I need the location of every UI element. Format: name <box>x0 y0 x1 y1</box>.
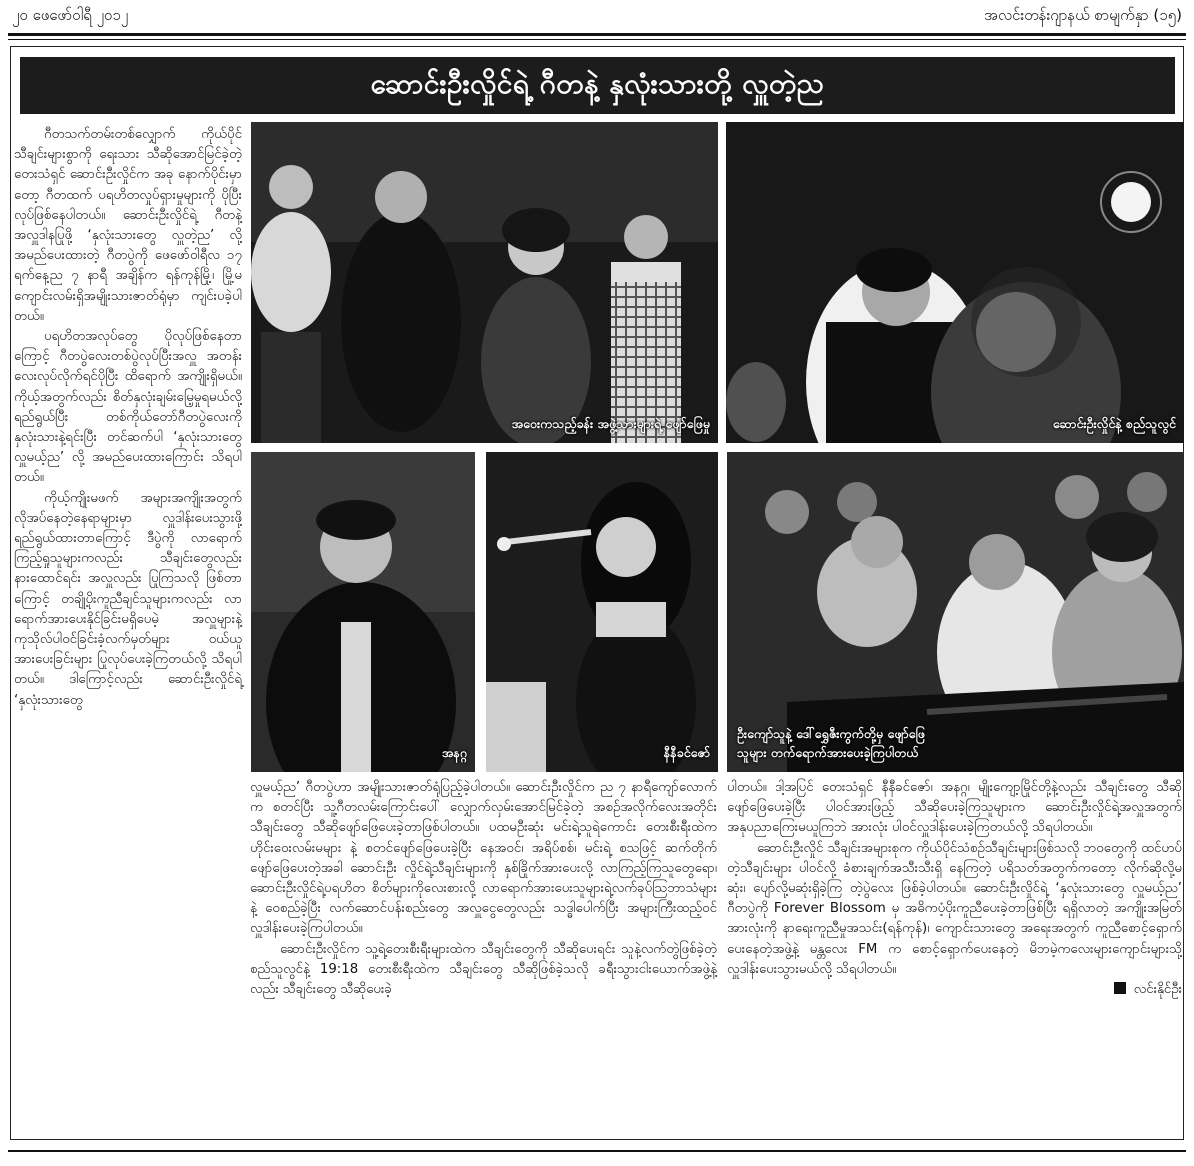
photo-caption: အနဂ္ဂ <box>441 745 467 760</box>
author-name: လင်းနိုင်ဦး <box>1133 982 1182 998</box>
photo-male-singer-image <box>251 452 475 772</box>
article-column-left <box>14 125 242 711</box>
paragraph: လှူမယ့်ည’ ဂီတပွဲဟာ အမျိုးသားဇာတ်ရုံပြည့်ခဲ့ပါတယ်။ ဆောင်းဦးလှိုင်က ည ၇ နာရီကျော်လောက်က စတင်ပြီး သူ့ဂီတလမ်းကြောင်းပေါ် လျှောက်လှမ်းအောင်မြင်ခဲ့တဲ့ အစဉ်အလိုက်လေးအတိုင်းသီချင်းတွေ သီဆိုဖျော်ဖြေပေးခဲ့တာဖြစ်ပါတယ်။ ပထမဦးဆုံး မင်းရဲ့သူရဲကောင်း တေးစီးရီးထဲက ဟိုင်းဝေးလမ်းမများ နဲ့ စတင်ဖျော်ဖြေပေးခဲ့ပြီး နေအဝင်၊ အရိပ်စစ်၊ မင်းရဲ့ စသဖြင့် ဆက်တိုက်ဖျော်ဖြေပေးတဲ့အခါ ဆောင်းဦး လှိုင်ရဲ့သီချင်းများကို နှစ်ခြိုက်အားပေးလို့ လာကြည့်ကြသူတွေရော၊ ဆောင်းဦးလှိုင်ရဲ့ပရဟိတ စိတ်များကိုလေးစားလို့ လာရောက်အားပေးသူများရဲ့လက်ခုပ်သြဘာသံများနဲ့ ဝေစည်ခဲ့ပြီး လက်ဆောင်ပန်းစည်းတွေ အလှူငွေတွေလည်း သဒ္ဓါပေါက်ပြီး အများကြီးထည့်ဝင်လှူဒါန်းပေးခဲ့ကြပါတယ်။ <box>250 780 717 937</box>
photo-female-singer <box>486 452 718 772</box>
paragraph: ကိုယ့်ကျိုးမဖက် အများအကျိုးအတွက် လိုအပ်နေတဲ့နေရာများမှာ လှူဒါန်းပေးသွားဖို့ ရည်ရွယ်ထားတာကြောင့် ဒီပွဲကို လာရောက်ကြည့်ရှုသူများကလည်း သီချင်းတွေလည်း နားထောင်ရင်း အလှူလည်း ပြုကြသလို ဖြစ်တာကြောင့် တချို့ပိုးကူညီချင်သူများကလည်း လာရောက်အားပေးနိုင်ခြင်းမရှိပေမဲ့ အလှူများနဲ့ ကုသိုလ်ပါဝင်ခြင်းခံ့လက်မှတ်များ ဝယ်ယူအားပေးခြင်းများ ပြုလုပ်ပေးခဲ့ကြတယ်လို့ သိရပါတယ်။ ဒါကြောင့်လည်း ဆောင်းဦးလှိုင်ရဲ့ ‘နှလုံးသားတွေ <box>14 490 242 708</box>
article-column-middle <box>250 778 717 1000</box>
headline-bar <box>20 57 1175 114</box>
photo-female-singer-image <box>486 452 718 772</box>
photo-caption: အဝေးကသည့်ခန်း အဖွဲ့သားများရဲ့ ဖျော်ဖြေမှု <box>511 416 710 431</box>
header-rule <box>8 33 1186 36</box>
issue-date: ၂၀ ဖေဖော်ဝါရီ ၂၀၁၂ <box>12 6 129 24</box>
paragraph: ပါတယ်။ ဒါ့အပြင် တေးသံရှင် နီနီခင်ဇော်၊ အနဂ္ဂ၊ မျိုးကျော့မြိုင်တို့နဲ့လည်း သီချင်းတွေ သီဆိုဖျော်ဖြေပေးခဲ့ပြီး ပါဝင်အားဖြည့် သီဆိုပေးခဲ့ကြသူများက ဆောင်းဦးလှိုင်ရဲ့အလှူအတွက် အနုပညာကြေးမယူကြဘဲ အားလုံး ပါဝင်လှူဒါန်းပေးခဲ့ကြတယ်လို့ သိရပါတယ်။ <box>727 780 1182 836</box>
photo-caption: ဆောင်းဦးလှိုင်နဲ့ စည်သူလွင် <box>1052 416 1176 431</box>
journal-page-label: အလင်းတန်းဂျာနယ် စာမျက်နှာ (၁၅) <box>984 6 1182 24</box>
photo-stage-group <box>251 122 718 443</box>
photo-stage-group-image <box>251 122 718 443</box>
photo-duet <box>726 122 1184 443</box>
footer-rule <box>8 1150 1186 1152</box>
paragraph: ဂီတသက်တမ်းတစ်လျှောက် ကိုယ်ပိုင်သီချင်းများစွာကို ရေးသား သီဆိုအောင်မြင်ခဲ့တဲ့ တေးသံရှင် ဆောင်းဦးလှိုင်က အခု နောက်ပိုင်းမှာတော့ ဂီတထက် ပရဟိတလှုပ်ရှားမှုများကို ပိုပြီးလုပ်ဖြစ်နေပါတယ်။ ဆောင်းဦးလှိုင်ရဲ့ ဂီတနဲ့ အလှူဒါနပြုဖို့ ‘နှလုံးသားတွေ လှူတဲ့ည’ လို့ အမည်ပေးထားတဲ့ ဂီတပွဲကို ဖေဖော်ဝါရီလ ၁၇ ရက်နေ့ည ၇ နာရီ အချိန်က ရန်ကုန်မြို့၊ မြို့မကျောင်းလမ်းရှိအမျိုးသားဇာတ်ရုံမှာ ကျင်းပခဲ့ပါတယ်။ <box>14 127 242 324</box>
header-rule-thin <box>8 39 1186 40</box>
photo-duet-image <box>726 122 1184 443</box>
photo-audience-image <box>727 452 1184 772</box>
paragraph: ဆောင်းဦးလှိုင်က သူ့ရဲ့တေးစီးရီးများထဲက သီချင်းတွေကို သီဆိုပေးရင်း သူနဲ့လက်တွဲဖြစ်ခဲ့တဲ့ စည်သူလွင်နဲ့ 19:18 တေးစီးရီးထဲက သီချင်းတွေ သီဆိုဖြစ်ခဲ့သလို ခရီးသွားငါးယောက်အဖွဲ့နဲ့လည်း သီချင်းတွေ သီဆိုပေးခဲ့ <box>250 941 717 998</box>
byline <box>727 980 1182 1000</box>
headline: ဆောင်းဦးလှိုင်ရဲ့ ဂီတနဲ့ နှလုံးသားတို့ လှူတဲ့ည <box>370 66 825 100</box>
paragraph: ဆောင်းဦးလှိုင် သီချင်းအများစုက ကိုယ်ပိုင်သံစဉ်သီချင်းများဖြစ်သလို ဘဝတွေကို ထင်ဟပ်တဲ့သီချင်းများ ပါဝင်လို့ ခံစားချက်အသီးသီးရှိ နေကြတဲ့ ပရိသတ်အတွက်ကတော့ လိုက်ဆိုလို့မဆုံး၊ ပျော်လို့မဆုံးရှိခဲ့ကြ တဲ့ပွဲလေး ဖြစ်ခဲ့ပါတယ်။ ဆောင်းဦးလှိုင်ရဲ့ ‘နှလုံးသားတွေ လှူမယ့်ည’ ဂီတပွဲကို Forever Blossom မှ အဓိကပံ့ပိုးကူညီပေးခဲ့တာဖြစ်ပြီး ရရှိလာတဲ့ အကျိုးအမြတ်အားလုံးကို နာရေးကူညီမှုအသင်း(ရန်ကုန်)၊ ကျောင်းသားတွေ အရေးအတွက် ကူညီစောင့်ရှောက်ပေးနေတဲ့အဖွဲ့နဲ့ မန္တလေး FM က စောင့်ရှောက်ပေးနေတဲ့ မိဘမဲ့ကလေးများကျောင်းများသို့ လှူဒါန်းပေးသွားမယ်လို့ သိရပါတယ်။ <box>727 840 1182 977</box>
photo-audience <box>727 452 1184 772</box>
photo-caption: နီနီခင်ဇော် <box>663 745 710 760</box>
article-column-right <box>727 778 1182 1000</box>
byline-square-icon <box>1114 982 1126 994</box>
paragraph: ပရဟိတအလုပ်တွေ ပိုလုပ်ဖြစ်နေတာကြောင့် ဂီတပွဲလေးတစ်ပွဲလုပ်ပြီးအလှူ အတန်းလေးလုပ်လိုက်ရင်ပိုပြီး ထိရောက် အကျိုးရှိမယ်။ ကိုယ့်အတွက်လည်း စိတ်နှလုံးချမ်းမြေ့မှုရမယ်လို့ ရည်ရွယ်ပြီး တစ်ကိုယ်တော်ဂီတပွဲလေးကို နှလုံးသားနဲ့ရင်းပြီး တင်ဆက်ပါ ‘နှလုံးသားတွေ လှူမယ့်ည’ လို့ အမည်ပေးထားကြောင်း သိရပါတယ်။ <box>14 329 242 486</box>
photo-male-singer <box>251 452 475 772</box>
photo-caption: ဦးကျော်သူနဲ့ ဒေါ်ရွှေဇီးကွက်တို့မှ ဖျော်ဖြေသူများ တက်ရောက်အားပေးခဲ့ကြပါတယ် <box>737 726 925 760</box>
